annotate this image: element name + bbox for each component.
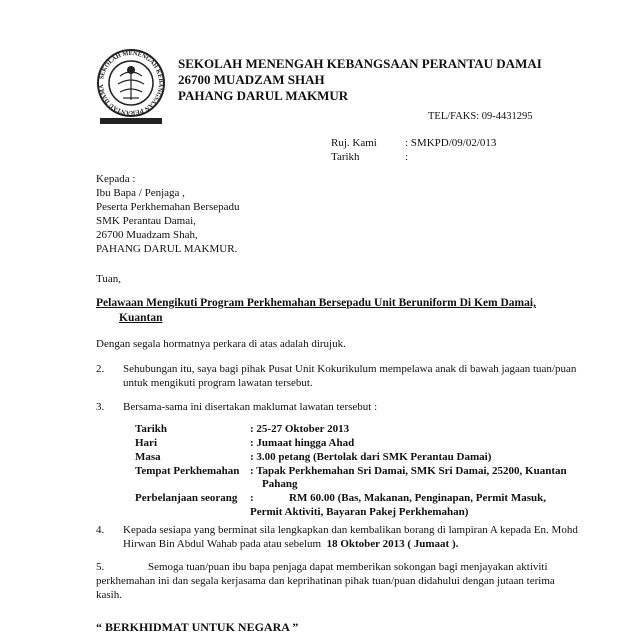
school-address-line2: PAHANG DARUL MAKMUR [178, 88, 349, 103]
recipient-block [96, 172, 240, 256]
school-seal-logo [96, 40, 166, 126]
salutation: Tuan, [96, 273, 121, 285]
recipient-line2: Peserta Perkhemahan Bersepadu [96, 201, 240, 213]
opening-sentence: Dengan segala hormatnya perkara di atas adalah dirujuk. [96, 338, 346, 350]
paragraph-3-text: Bersama-sama ini disertakan maklumat lawatan tersebut : [123, 401, 378, 413]
detail-tempat-label: Tempat Perkhemahan [135, 465, 240, 477]
detail-tarikh-value: : 25-27 Oktober 2013 [250, 423, 350, 435]
detail-tempat-value-line1: : Tapak Perkhemahan Sri Damai, SMK Sri Damai, 25200, Kuantan [250, 465, 567, 477]
detail-tempat-value-line2: Pahang [262, 478, 298, 490]
ref-ruj-label: Ruj. Kami [331, 137, 377, 149]
recipient-line4: 26700 Muadzam Shah, [96, 229, 198, 241]
paragraph-5-line3: kasih. [96, 589, 122, 601]
recipient-line5: PAHANG DARUL MAKMUR. [96, 243, 238, 255]
ref-tarikh-value: : [405, 151, 409, 163]
paragraph-2-line1: Sehubungan itu, saya bagi pihak Pusat Unit Kokurikulum mempelawa anak di bawah jagaan tuan/puan [123, 363, 577, 375]
svg-text:SEKOLAH MENENGAH KEBANGSAAN PE: SEKOLAH MENENGAH KEBANGSAAN PERANTAU DAMA [97, 49, 165, 117]
ref-tarikh-label: Tarikh [331, 151, 360, 163]
detail-hari-label: Hari [135, 437, 157, 449]
paragraph-4-number: 4. [96, 524, 105, 536]
paragraph-4-line2 [123, 538, 458, 550]
paragraph-5-line1: Semoga tuan/puan ibu bapa penjaga dapat memberikan sokongan bagi menjayakan aktiviti [148, 561, 548, 573]
recipient-line1: Ibu Bapa / Penjaga , [96, 187, 185, 199]
subject-line1: Pelawaan Mengikuti Program Perkhemahan Bersepadu Unit Beruniform Di Kem Damai, [96, 297, 536, 309]
paragraph-5-number: 5. [96, 561, 105, 573]
detail-belanja-colon: : [250, 492, 254, 504]
paragraph-5-line2: perkhemahan ini dan segala kerjasama dan keprihatinan pihak tuan/puan didahului dengan jutaan terima [96, 575, 555, 587]
paragraph-3-number: 3. [96, 401, 105, 413]
school-name: SEKOLAH MENENGAH KEBANGSAAN PERANTAU DAMAI [178, 56, 542, 71]
detail-masa-label: Masa [135, 451, 161, 463]
subject-line2: Kuantan [119, 312, 163, 324]
recipient-kepada: Kepada : [96, 173, 136, 185]
paragraph-2-number: 2. [96, 363, 105, 375]
paragraph-4-deadline: 18 Oktober 2013 ( Jumaat ). [326, 538, 459, 550]
detail-hari-value: : Jumaat hingga Ahad [250, 437, 355, 449]
detail-belanja-value-line2: Permit Aktiviti, Bayaran Pakej Perkhemahan) [250, 506, 469, 518]
school-address-line1: 26700 MUADZAM SHAH [178, 72, 325, 87]
paragraph-2-line2: untuk mengikuti program lawatan tersebut. [123, 377, 313, 389]
ref-ruj-value: : SMKPD/09/02/013 [405, 137, 497, 149]
detail-belanja-label: Perbelanjaan seorang [135, 492, 238, 504]
school-telephone: TEL/FAKS: 09-4431295 [428, 111, 533, 122]
detail-masa-value: : 3.00 petang (Bertolak dari SMK Perantau Damai) [250, 451, 492, 463]
paragraph-4-line2-text: Hirwan Bin Abdul Wahab pada atau sebelum [123, 538, 322, 550]
detail-belanja-value-line1: RM 60.00 (Bas, Makanan, Penginapan, Permit Masuk, [289, 492, 546, 504]
detail-tarikh-label: Tarikh [135, 423, 168, 435]
paragraph-4-line1: Kepada sesiapa yang berminat sila lengkapkan dan kembalikan borang di lampiran A kepada En. Mohd [123, 524, 578, 536]
motto: “ BERKHIDMAT UNTUK NEGARA ” [96, 620, 299, 634]
recipient-line3: SMK Perantau Damai, [96, 215, 196, 227]
